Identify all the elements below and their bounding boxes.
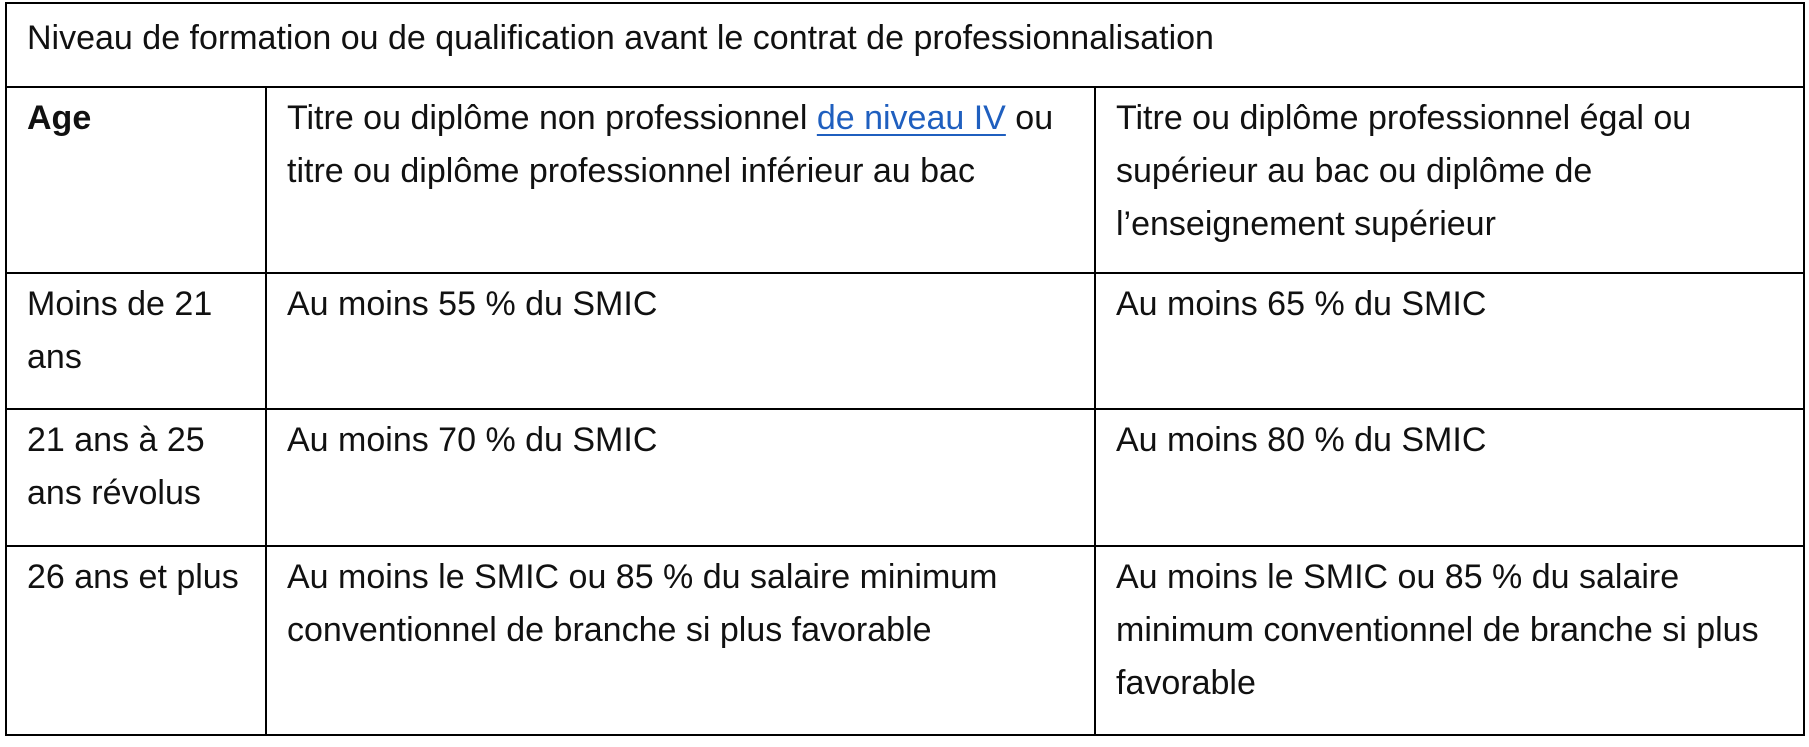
rate-cell: Au moins 80 % du SMIC <box>1095 409 1804 546</box>
table-title: Niveau de formation ou de qualification avant le contrat de professionnalisation <box>6 3 1804 87</box>
age-header: Age <box>6 87 266 273</box>
age-cell: 21 ans à 25 ans révolus <box>6 409 266 546</box>
rate-cell: Au moins le SMIC ou 85 % du salaire minimum conventionnel de branche si plus favorable <box>1095 546 1804 735</box>
professional-diploma-header: Titre ou diplôme professionnel égal ou supérieur au bac ou diplôme de l’enseignement supérieur <box>1095 87 1804 273</box>
table-title-row <box>6 3 1804 87</box>
niveau-iv-link[interactable]: de niveau IV <box>816 99 1006 137</box>
age-cell: Moins de 21 ans <box>6 273 266 409</box>
remuneration-table <box>5 2 1805 736</box>
table-row <box>6 546 1804 735</box>
non-professional-diploma-header <box>266 87 1095 273</box>
header-text-after-link: ou titre ou diplôme professionnel inférieur au bac <box>287 99 1054 190</box>
table-row <box>6 409 1804 546</box>
age-cell: 26 ans et plus <box>6 546 266 735</box>
rate-cell: Au moins le SMIC ou 85 % du salaire minimum conventionnel de branche si plus favorable <box>266 546 1095 735</box>
rate-cell: Au moins 55 % du SMIC <box>266 273 1095 409</box>
table-row <box>6 273 1804 409</box>
header-text-before-link: Titre ou diplôme non professionnel <box>287 99 817 137</box>
rate-cell: Au moins 65 % du SMIC <box>1095 273 1804 409</box>
rate-cell: Au moins 70 % du SMIC <box>266 409 1095 546</box>
table-header-row <box>6 87 1804 273</box>
